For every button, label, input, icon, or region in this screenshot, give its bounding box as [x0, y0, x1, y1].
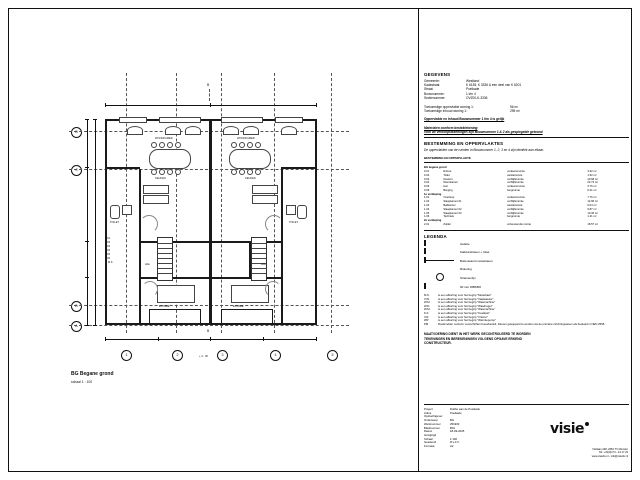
gegevens-key: Gemeente: [424, 79, 440, 83]
table-row: 1.05 Slaapkamer 03 verblijfsruimte 10.36 m² [424, 211, 599, 215]
legend-label: Isolatie [460, 241, 470, 246]
abbreviation-key: WP [424, 318, 429, 323]
stramien-line-icon [424, 275, 454, 281]
abbreviation-text: is een afkorting voor het begrip "Wasmachine" [438, 307, 496, 312]
title-block-row: Gewijzigd [424, 432, 437, 437]
legend-label: Riolering [460, 267, 472, 272]
abbreviation-key: W.M. [424, 307, 431, 312]
floor-plan-drawing: D C B A 1 2 3 4 5 B B 0.01 0.02 0.03 0.04 0.05 0.06 M.K. KEUKEN WOONKAMER HAL TOILET ENTREE KEUKEN WOONKAMER HAL TOILET ENTREE + 4 - 35 BG Begane grond schaal 1 : 100 [9, 9, 418, 471]
window-top-3 [221, 117, 263, 123]
party-wall [209, 119, 212, 325]
sheet-column-divider [418, 8, 419, 472]
logo-dot-icon [585, 422, 589, 426]
gegevens-key: Bouwnummer: [424, 91, 445, 96]
warning-line-3: CONSTRUCTEUR. [424, 340, 452, 345]
dimension-note: + 4 - 35 [199, 355, 208, 358]
room-label-toilet-right: TOILET [289, 221, 299, 224]
gegevens-value: OVZ00-K-3336 [466, 95, 488, 100]
buitenwand-hatch-icon [424, 258, 454, 264]
table-row: 1.03 Badkamer sanitairuimte 6.04 m² [424, 204, 597, 208]
table-row: 0.02 Toilet sanitairuimte 1.52 m² [424, 173, 597, 177]
table-row: 0.05 Hal verkeersruimte 3.76 m² [424, 185, 597, 189]
gegevens-row [424, 96, 629, 100]
abbreviation-text: is een afkorting voor het begrip "Vriezer" [438, 314, 488, 319]
gegevens-list [424, 79, 629, 100]
bestemming-heading: BESTEMMING EN OPPERVLAKTES [424, 141, 504, 147]
gegevens-heading: GEGEVENS [424, 72, 451, 77]
gegevens-key: Kadastraal: [424, 83, 441, 88]
abbreviation-text: is een afkorting voor het begrip "Koelkast" [438, 311, 490, 316]
divider-1 [424, 137, 629, 138]
logo-wordmark: visie [550, 421, 585, 437]
legend-item-riolering [424, 266, 629, 272]
interior-wall-right-3 [212, 241, 282, 243]
dining-table-left [149, 149, 191, 169]
room-label-woonkamer-left: WOONKAMER [155, 137, 173, 140]
isolatie-hatch-icon [424, 241, 454, 247]
table-row: 0.03 Keuken verblijfsruimte 10.68 m² [424, 177, 599, 181]
table-group-row: BG begane grond [424, 166, 447, 170]
stair-left [157, 237, 173, 281]
exterior-wall-right [315, 119, 317, 325]
stair-right [251, 237, 267, 281]
abbreviation-text: is een afkorting voor het begrip "Meterkast" [438, 293, 492, 298]
legend-item-kalkzandsteen [424, 249, 629, 255]
plan-title: BG Begane grond [71, 371, 114, 377]
gegevens-note-2: Voor de verkoopstekeningen zijn Bouwnummer 1 & 2 als gespiegelde getoond [424, 130, 543, 135]
abbreviation-text: is een afkorting voor het begrip "Wasmachine" [438, 300, 496, 305]
gegevens-key: Straat: [424, 87, 434, 92]
legend-label: Kalkzandsteen + Glas [460, 250, 490, 255]
kalkzandsteen-hatch-icon [424, 249, 454, 255]
interior-wall-right-2 [281, 167, 316, 169]
gegevens-value: K 6138, K 3336 & een deel van K 6201 [466, 83, 522, 88]
abbreviation-row [424, 323, 629, 327]
title-block-row: Bladnummer B01 [424, 425, 455, 430]
abbreviation-text: Rookmelder conform voorschriften bouwbesluit. Dienen gekoppeld te worden via de primaire inrichtingseisen als bedoeld in NEN 2555. [438, 321, 606, 326]
legenda-heading: LEGENDA [424, 233, 447, 239]
dimension-chain-left [87, 119, 88, 325]
abbreviation-text: is een afkorting voor het begrip "Vaatwasser" [438, 296, 494, 301]
abbreviation-key: V.W. [424, 296, 430, 301]
exterior-wall-left [105, 119, 107, 325]
area-key: Toekomstige oppervlakte woning 1: [424, 105, 474, 110]
room-label-hal-left: HAL [145, 263, 151, 266]
abbreviation-key: M.K. [424, 293, 430, 298]
divider-2 [424, 162, 629, 163]
warning-line-2: TEKENINGEN EN BEREKENINGEN VOLGENS OPGAVE ERKEND [424, 336, 522, 341]
stramien-line-v1 [126, 73, 127, 333]
area-row [424, 109, 629, 113]
bestemming-intro: De oppervlakten van de ruimten in Bouwnummer 1, 2, 3 en 4 zijn identiek aan elkaar. [424, 148, 545, 153]
riolering-line-icon [424, 266, 454, 272]
abbreviation-text: is een afkorting voor het begrip "Wasdroger" [438, 303, 493, 308]
dimension-chain-bottom [105, 339, 317, 340]
table-group-row: 1e verdieping [424, 192, 442, 196]
area-value: 96 m² [510, 105, 519, 110]
interior-wall-right-1 [281, 169, 283, 325]
title-block-row: Formaat A2 [424, 444, 454, 449]
title-block [424, 408, 629, 468]
dining-table-right [229, 149, 271, 169]
grid-label-A: A [71, 321, 82, 332]
title-block-row: Getekend R.v.d.V. [424, 440, 460, 445]
window-top-4 [275, 117, 303, 123]
grid-label-D: D [71, 127, 82, 138]
title-block-row: Werknummer 251903 [424, 421, 460, 426]
divider-3 [424, 230, 629, 231]
table-row: 0.01 Entree verkeersruimte 3.32 m² [424, 170, 597, 174]
table-row: 2.01 Zolder onbenoemde ruimte 18.57 m² [424, 222, 599, 226]
warning-line-1: MAATVOERING DIENT IN HET WERK GECONTROLEERD TE WORDEN [424, 332, 531, 337]
legend-item-wbdbo [424, 284, 629, 290]
title-block-row: Opdrachtgever [424, 414, 443, 419]
abbreviation-key: V.R. [424, 314, 430, 319]
title-block-fields [424, 408, 544, 449]
legend-item-isolatie [424, 241, 629, 247]
legend-label: 60 min WBDBO [460, 284, 482, 289]
interior-wall-left-2 [105, 167, 140, 169]
title-block-row: Datum 18-09-2025 [424, 429, 465, 434]
abbreviation-key: PM [424, 321, 429, 326]
room-label-hal-right: HAL [261, 263, 267, 266]
room-label-entree-left: ENTREE [159, 305, 170, 308]
grid-label-3: 3 [217, 350, 228, 361]
grid-label-B: B [71, 301, 82, 312]
grid-label-5: 5 [327, 350, 338, 361]
wbdbo-block-icon [424, 284, 454, 290]
address-line: Vlotlaan 248, 2681 TV Monster [592, 448, 628, 451]
window-top-2 [159, 117, 201, 123]
bestemming-table-heading: BESTEMMING EN OPPERVLAKTE [424, 155, 471, 160]
title-block-row: Project Dubbe aan de Poelkade [424, 407, 481, 411]
interior-wall-left-3 [139, 241, 210, 243]
gegevens-value: 1 t/m 4 [466, 91, 476, 96]
area-value: 295 m³ [510, 109, 520, 114]
room-label-entree-right: ENTREE [233, 305, 244, 308]
room-label-keuken-left: KEUKEN [155, 177, 166, 180]
abbreviation-text: is een afkorting voor het begrip "Warmtepomp" [438, 318, 496, 323]
table-group-row: 2e verdieping [424, 219, 442, 223]
stramien-line-v5 [331, 73, 332, 333]
gegevens-value: Westland [466, 79, 480, 83]
grid-label-1: 1 [121, 350, 132, 361]
stramien-line-v3 [221, 73, 222, 333]
grid-label-2: 2 [172, 350, 183, 361]
bestemming-table [424, 166, 629, 227]
legend-label: Stramienlijn [460, 275, 476, 280]
info-column [424, 72, 629, 345]
abbreviation-key: K.K. [424, 311, 430, 316]
room-label-toilet-left: TOILET [110, 221, 120, 224]
legend-label: Buitenwand metselsteen [460, 258, 493, 263]
room-label-keuken-right: KEUKEN [245, 177, 256, 180]
title-block-divider [424, 404, 629, 405]
plan-scale: schaal 1 : 100 [71, 380, 93, 384]
title-block-row: Onderwerp BG [424, 418, 455, 423]
gegevens-note-1: Materialen conform bestektekening [424, 125, 478, 130]
gegevens-value: Poelkade [466, 87, 480, 92]
area-key: Toekomstige inhoud woning 1: [424, 109, 467, 114]
abbreviation-key: W.M. [424, 300, 431, 305]
title-block-row: Adres Poelkade [424, 410, 462, 415]
table-row: 1.04 Slaapkamer 02 verblijfsruimte 9.87 m² [424, 207, 597, 211]
legend-item-stramienlijn [424, 275, 629, 281]
abbreviation-key: W.D. [424, 303, 431, 308]
title-block-row: Schaal 1:100 [424, 436, 457, 441]
address-line: www.visiebv.nl - info@visiebv.nl [591, 454, 628, 458]
window-top-1 [119, 117, 147, 123]
table-row: 1.06 Techniek bergruimte 1.41 m² [424, 215, 597, 219]
address-line: Tel: +31(0)174 - 44 17 23 [598, 451, 628, 455]
grid-label-C: C [71, 165, 82, 176]
interior-wall-right-4 [212, 277, 282, 279]
interior-wall-left-4 [139, 277, 210, 279]
grid-label-4: 4 [270, 350, 281, 361]
company-address [550, 448, 628, 458]
room-label-woonkamer-right: WOONKAMER [237, 137, 255, 140]
gegevens-key: Sectienummer: [424, 95, 446, 100]
table-row: 0.04 Woonkamer verblijfsruimte 22.74 m² [424, 181, 599, 185]
table-row: 1.01 Overloop verkeersruimte 7.76 m² [424, 196, 597, 200]
company-logo [550, 420, 626, 438]
area-subtitle: Oppervlakte en Inhoud Bouwnummer 1 t/m 4 is gelijk [424, 117, 505, 122]
interior-wall-left-1 [139, 169, 141, 325]
legend-item-buitenwand [424, 258, 629, 264]
table-row: 1.02 Slaapkamer 01 verblijfsruimte 12.96 m² [424, 200, 599, 204]
table-row: 0.06 Berging bergruimte 6.21 m² [424, 188, 597, 192]
